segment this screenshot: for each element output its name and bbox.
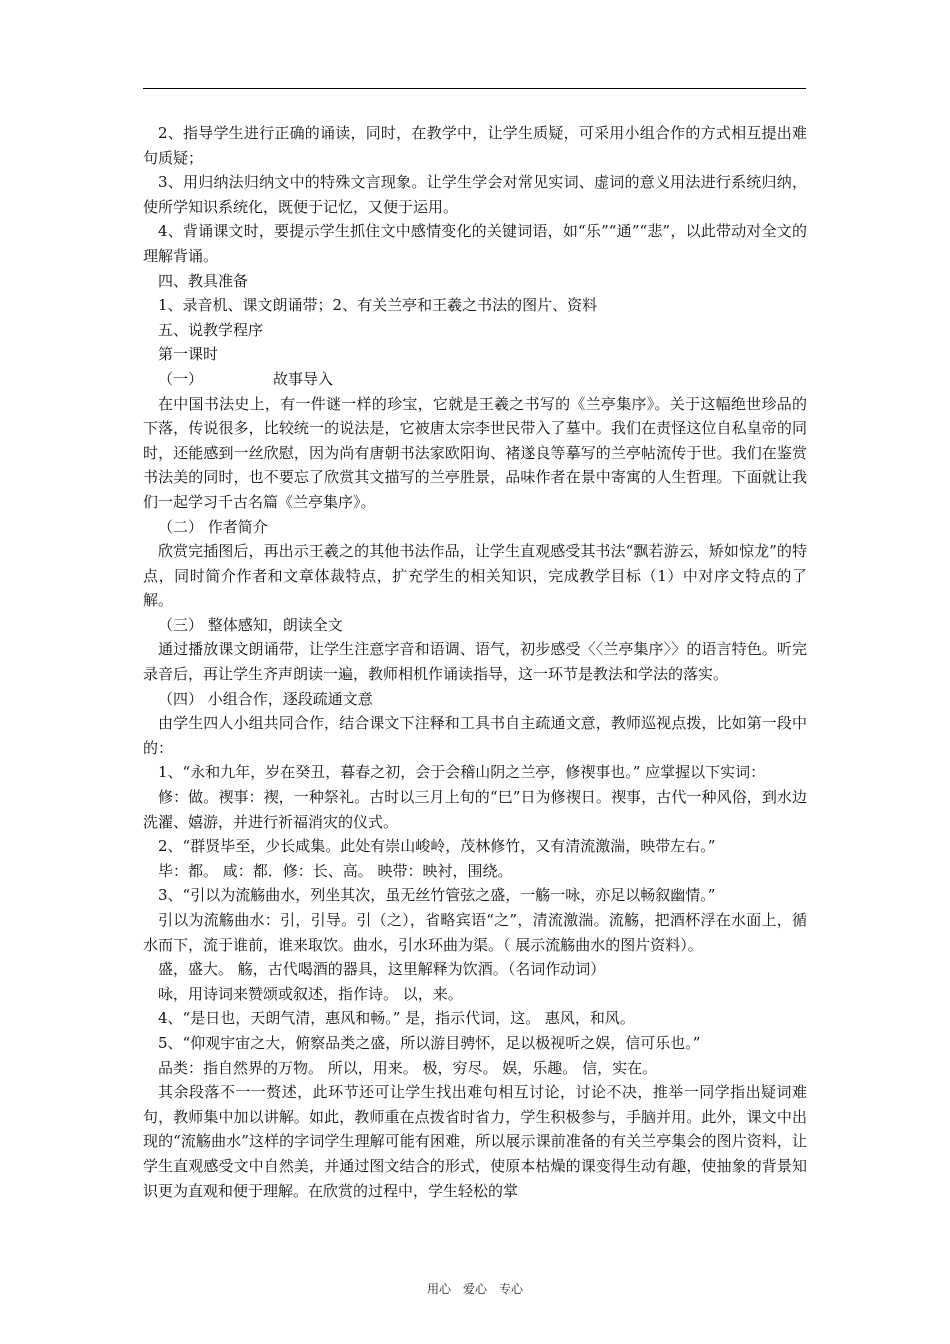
paragraph: 盛，盛大。 觞，古代喝酒的器具，这里解释为饮酒。（名词作动词） (158, 960, 606, 979)
paragraph: 修：做。禊事：禊，一种祭礼。古时以三月上旬的“巳”日为修禊日。禊事，古代一种风俗，到水边洗濯、嬉游，并进行祈福消灾的仪式。 (143, 788, 807, 831)
paragraph: 2、“群贤毕至，少长咸集。此处有崇山峻岭，茂林修竹，又有清流激湍，映带左右。” (158, 837, 716, 856)
header-rule (143, 88, 806, 89)
paragraph: 3、“引以为流觞曲水，列坐其次，虽无丝竹管弦之盛，一觞一咏，亦足以畅叙幽情。” (158, 886, 716, 905)
subsection-heading (143, 367, 807, 392)
paragraph: 咏，用诗词来赞颂或叙述，指作诗。 以，来。 (158, 984, 463, 1003)
paragraph: 4、“是日也，天朗气清，惠风和畅。” 是，指示代词，这。 惠风，和风。 (158, 1009, 635, 1028)
paragraph: 通过播放课文朗诵带，让学生注意字音和语调、语气，初步感受〈〈兰亭集序〉〉的语言特色。听完录音后，再让学生齐声朗读一遍，教师相机作诵读指导，这一环节是教法和学法的落实。 (143, 640, 807, 684)
subsection-heading: （三） 整体感知，朗读全文 (158, 615, 343, 634)
paragraph: 1、“永和九年，岁在癸丑，暮春之初，会于会稽山阴之兰亭，修禊事也。” 应掌握以下实词： (158, 763, 766, 782)
subsection-heading: （四） 小组合作，逐段疏通文意 (158, 689, 373, 708)
paragraph: 引以为流觞曲水：引，引导。引（之），省略宾语“之”，清流激湍。流觞，把酒杯浮在水面上，循水而下，流于谁前，谁来取饮。曲水，引水环曲为渠。（ 展示流觞曲水的图片资料）。 (143, 911, 807, 954)
paragraph: 在中国书法史上，有一件谜一样的珍宝，它就是王羲之书写的《兰亭集序》。关于这幅绝世珍品的下落，传说很多，比较统一的说法是，它被唐太宗李世民带入了墓中。我们在责怪这位自私皇帝的同时，还能感到一丝欣慰，因为尚有唐朝书法家欧阳询、褚遂良等摹写的兰亭帖流传于世。我们在鉴赏书法美的同时，也不要忘了欣赏其文描写的兰亭胜景，品味作者在景中寄寓的人生哲理。下面就让我们一起学习千古名篇《兰亭集序》。 (143, 394, 807, 511)
paragraph: 2、指导学生进行正确的诵读，同时，在教学中，让学生质疑，可采用小组合作的方式相互提出难句质疑； (143, 124, 807, 167)
paragraph: 欣赏完插图后，再出示王羲之的其他书法作品，让学生直观感受其书法“飘若游云，矫如惊龙”的特点，同时简介作者和文章体裁特点，扩充学生的相关知识，完成教学目标（1）中对序文特点的了解。 (143, 542, 807, 610)
document-body (143, 121, 807, 1203)
section-heading: 四、教具准备 (158, 271, 249, 290)
lesson-heading: 第一课时 (158, 345, 219, 364)
paragraph: 5、“仰观宇宙之大，俯察品类之盛，所以游目骋怀，足以极视听之娱，信可乐也。” (158, 1033, 701, 1052)
subsection-number: （一） (158, 369, 204, 388)
paragraph: 4、背诵课文时，要提示学生抓住文中感情变化的关键词语，如“乐”“通”“悲”，以此带动对全文的理解背诵。 (143, 222, 807, 265)
subsection-title: 故事导入 (273, 369, 334, 388)
paragraph: 其余段落不一一赘述，此环节还可让学生找出难句相互讨论，讨论不决，推举一同学指出疑词难句，教师集中加以讲解。如此，教师重在点拨省时省力，学生积极参与，手脑并用。此外，课文中出现的“流觞曲水”这样的字词学生理解可能有困难，所以展示课前准备的有关兰亭集会的图片资料，让学生直观感受文中自然美，并通过图文结合的形式，使原本枯燥的课变得生动有趣，使抽象的背景知识更为直观和便于理解。在欣赏的过程中，学生轻松的掌 (143, 1083, 807, 1200)
paragraph: 品类：指自然界的万物。 所以，用来。 极，穷尽。 娱，乐趣。 信，实在。 (158, 1058, 658, 1077)
subsection-heading: （二） 作者简介 (158, 517, 268, 536)
paragraph: 1、录音机、课文朗诵带；2、有关兰亭和王羲之书法的图片、资料 (158, 296, 598, 315)
paragraph: 由学生四人小组共同合作，结合课文下注释和工具书自主疏通文意，教师巡视点拨，比如第一段中的： (143, 714, 807, 757)
paragraph: 毕：都。 咸：都．修：长、高。 映带：映衬，围绕。 (158, 861, 513, 880)
paragraph: 3、用归纳法归纳文中的特殊文言现象。让学生学会对常见实词、虚词的意义用法进行系统归纳，使所学知识系统化，既便于记忆，又便于运用。 (143, 173, 807, 216)
section-heading: 五、说教学程序 (158, 320, 264, 339)
page-footer: 用心 爱心 专心 (426, 1282, 523, 1296)
